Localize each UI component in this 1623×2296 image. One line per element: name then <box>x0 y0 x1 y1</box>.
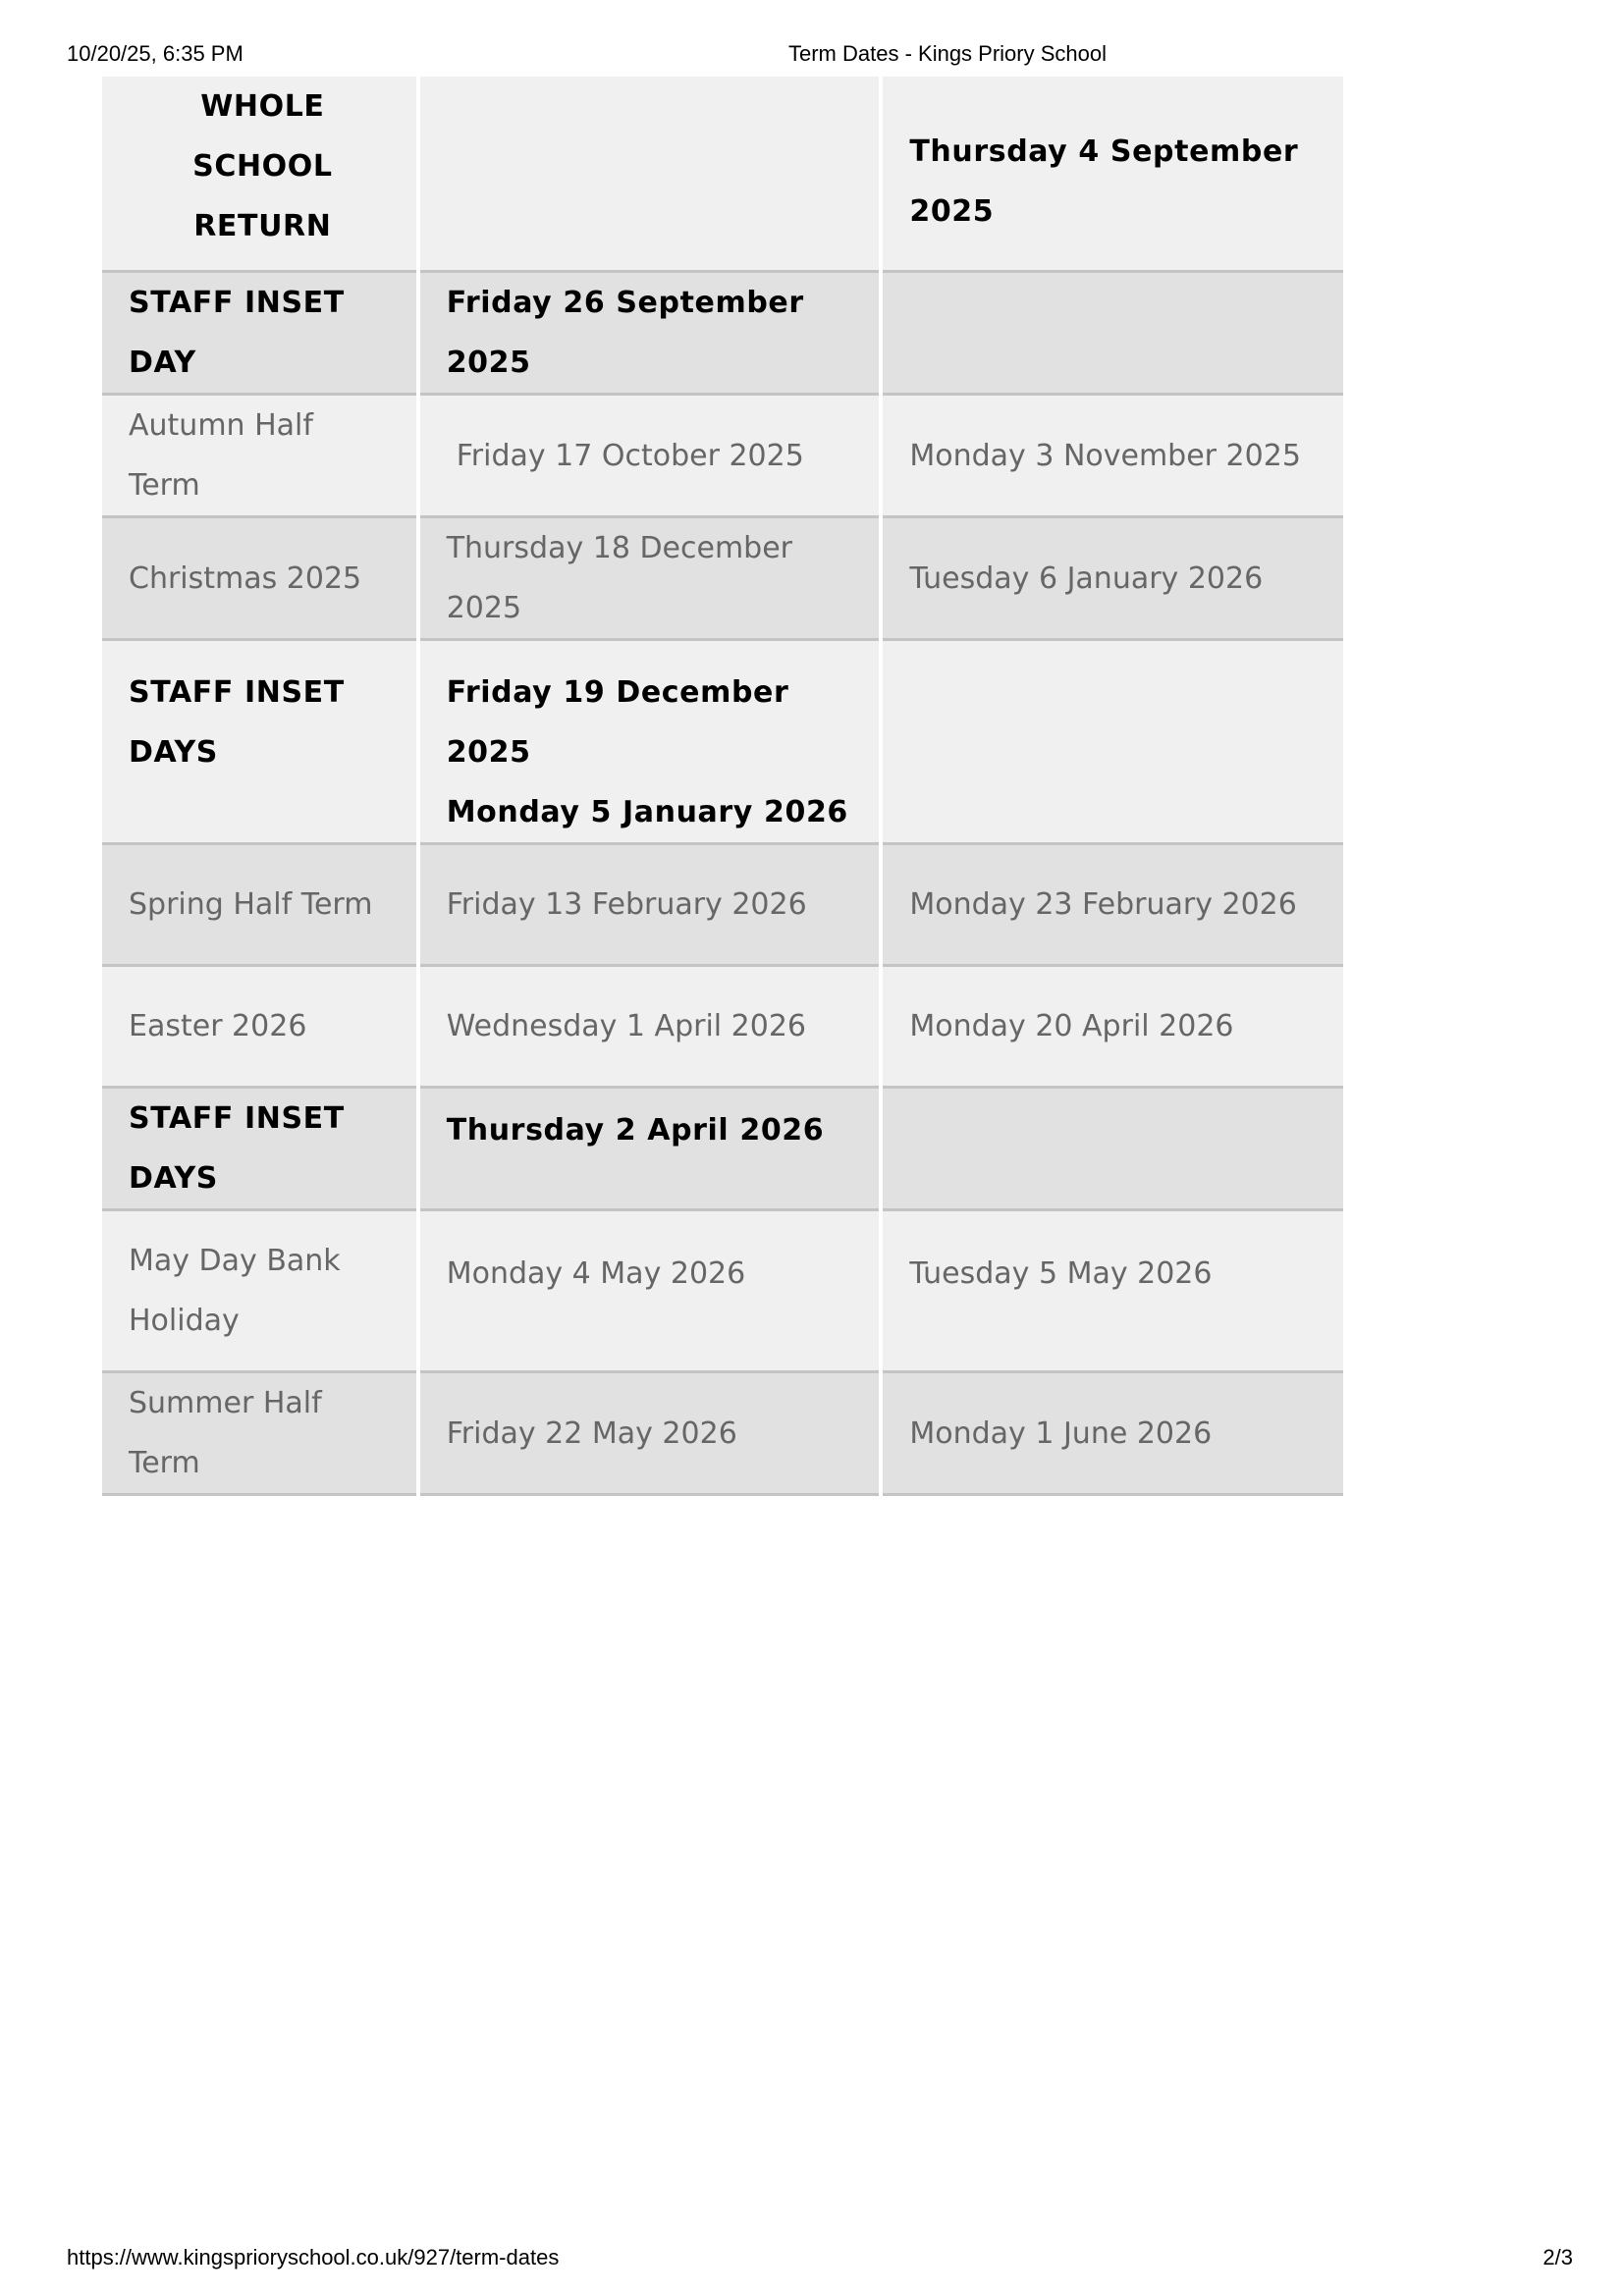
table-row <box>102 641 1343 845</box>
row-end-date <box>883 1089 1343 1211</box>
row-label: May Day Bank Holiday <box>102 1211 416 1373</box>
row-start-date: Friday 26 September 2025 <box>420 273 880 396</box>
table-row <box>102 845 1343 967</box>
start-date-line: Monday 5 January 2026 <box>446 795 848 829</box>
row-end-date <box>883 641 1343 845</box>
print-page-number: 2/3 <box>1542 2245 1573 2269</box>
print-datetime: 10/20/25, 6:35 PM <box>67 41 243 66</box>
row-label: STAFF INSET DAYS <box>102 641 416 845</box>
table-row <box>102 518 1343 641</box>
row-start-date: Friday 13 February 2026 <box>420 845 880 967</box>
row-end-date: Thursday 4 September 2025 <box>883 77 1343 273</box>
start-date-line: Friday 19 December 2025 <box>446 675 789 770</box>
row-end-date <box>883 273 1343 396</box>
row-label: Spring Half Term <box>102 845 416 967</box>
row-end-date: Monday 23 February 2026 <box>883 845 1343 967</box>
row-label: Autumn Half Term <box>102 396 416 518</box>
row-label: Christmas 2025 <box>102 518 416 641</box>
row-end-date: Tuesday 6 January 2026 <box>883 518 1343 641</box>
row-start-date: Thursday 2 April 2026 <box>420 1089 880 1211</box>
table-row <box>102 967 1343 1089</box>
row-label: STAFF INSET DAY <box>102 273 416 396</box>
table-row <box>102 396 1343 518</box>
table-row <box>102 273 1343 396</box>
row-start-date <box>420 77 880 273</box>
print-url: https://www.kingsprioryschool.co.uk/927/term-dates <box>67 2245 560 2269</box>
row-start-date: Wednesday 1 April 2026 <box>420 967 880 1089</box>
row-end-date: Monday 3 November 2025 <box>883 396 1343 518</box>
print-header <box>0 41 1623 71</box>
table-row <box>102 77 1343 273</box>
row-end-date: Monday 1 June 2026 <box>883 1373 1343 1496</box>
row-label: Summer Half Term <box>102 1373 416 1496</box>
row-label: STAFF INSET DAYS <box>102 1089 416 1211</box>
row-end-date: Monday 20 April 2026 <box>883 967 1343 1089</box>
print-page-title: Term Dates - Kings Priory School <box>788 41 1107 66</box>
row-start-date: Friday 17 October 2025 <box>420 396 880 518</box>
row-start-date: Thursday 18 December 2025 <box>420 518 880 641</box>
row-end-date: Tuesday 5 May 2026 <box>883 1211 1343 1373</box>
row-start-date: Friday 22 May 2026 <box>420 1373 880 1496</box>
row-start-date: Monday 4 May 2026 <box>420 1211 880 1373</box>
table-row <box>102 1089 1343 1211</box>
term-dates-table <box>98 77 1347 1496</box>
row-label: Easter 2026 <box>102 967 416 1089</box>
table-row <box>102 1211 1343 1373</box>
row-label: WHOLE SCHOOL RETURN <box>102 77 416 273</box>
print-footer <box>0 2245 1623 2274</box>
row-start-dates <box>420 641 880 845</box>
table-row <box>102 1373 1343 1496</box>
